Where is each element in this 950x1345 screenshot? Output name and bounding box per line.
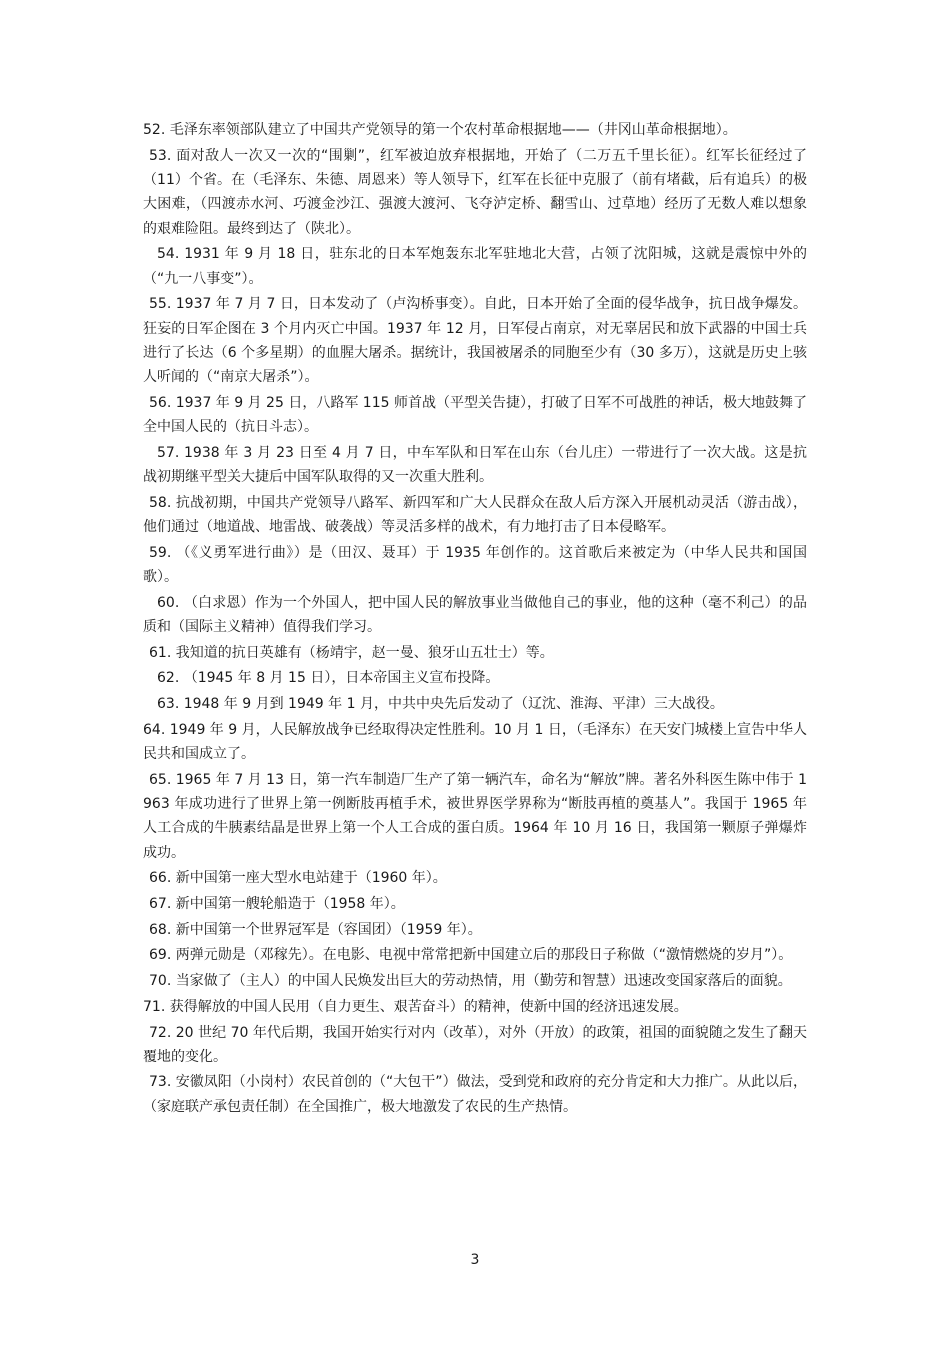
question-59: 59. （《义勇军进行曲》）是（田汉、聂耳）于 1935 年创作的。这首歌后来被定为（中华人民共和国国歌）。 <box>143 544 807 586</box>
question-63: 63. 1948 年 9 月到 1949 年 1 月，中共中央先后发动了（辽沈、淮海、平津）三大战役。 <box>157 696 724 713</box>
question-55: 55. 1937 年 7 月 7 日，日本发动了（卢沟桥事变）。自此，日本开始了全面的侵华战争，抗日战争爆发。狂妄的日军企图在 3 个月内灭亡中国。1937 年 12 月，日军侵占南京，对无辜居民和放下武器的中国士兵进行了长达（6 个多星期）的血腥大屠杀。据统计，我国被屠杀的同胞至少有（30 多万），这就是历史上骇人听闻的（“南京大屠杀”）。 <box>143 296 807 386</box>
question-54: 54. 1931 年 9 月 18 日，驻东北的日本军炮轰东北军驻地北大营，占领了沈阳城，这就是震惊中外的（“九一八事变”）。 <box>143 246 807 287</box>
question-73: 73. 安徽凤阳（小岗村）农民首创的（“大包干”）做法，受到党和政府的充分肯定和大力推广。从此以后，（家庭联产承包责任制）在全国推广，极大地激发了农民的生产热情。 <box>143 1074 807 1115</box>
question-72: 72. 20 世纪 70 年代后期，我国开始实行对内（改革），对外（开放）的政策，祖国的面貌随之发生了翻天覆地的变化。 <box>143 1024 807 1065</box>
question-70: 70. 当家做了（主人）的中国人民焕发出巨大的劳动热情，用（勤劳和智慧）迅速改变国家落后的面貌。 <box>149 973 792 990</box>
question-68: 68. 新中国第一个世界冠军是（容国团）（1959 年）。 <box>149 921 482 938</box>
page-number: 3 <box>470 1252 480 1268</box>
question-61: 61. 我知道的抗日英雄有（杨靖宇，赵一曼、狼牙山五壮士）等。 <box>149 644 554 661</box>
question-65: 65. 1965 年 7 月 13 日，第一汽车制造厂生产了第一辆汽车，命名为“解放”牌。著名外科医生陈中伟于 1963 年成功进行了世界上第一例断肢再植手术，被世界医学界称为“断肢再植的奠基人”。我国于 1965 年人工合成的牛胰素结晶是世界上第一个人工合成的蛋白质。1964 年 10 月 16 日，我国第一颗原子弹爆炸成功。 <box>143 771 807 861</box>
question-58: 58. 抗战初期，中国共产党领导八路军、新四军和广大人民群众在敌人后方深入开展机动灵活（游击战），他们通过（地道战、地雷战、破袭战）等灵活多样的战术，有力地打击了日本侵略军。 <box>143 494 807 536</box>
question-64: 64. 1949 年 9 月，人民解放战争已经取得决定性胜利。10 月 1 日，（毛泽东）在天安门城楼上宣告中华人民共和国成立了。 <box>143 721 807 763</box>
question-69: 69. 两弹元勋是（邓稼先）。在电影、电视中常常把新中国建立后的那段日子称做（“激情燃烧的岁月”）。 <box>149 947 793 964</box>
question-list <box>143 118 807 1120</box>
question-57: 57. 1938 年 3 月 23 日至 4 月 7 日，中车军队和日军在山东（台儿庄）一带进行了一次大战。这是抗战初期继平型关大捷后中国军队取得的又一次重大胜利。 <box>143 444 807 486</box>
question-71: 71. 获得解放的中国人民用（自力更生、艰苦奋斗）的精神，使新中国的经济迅速发展。 <box>143 998 688 1015</box>
question-67: 67. 新中国第一艘轮船造于（1958 年）。 <box>149 896 405 913</box>
question-52: 52. 毛泽东率领部队建立了中国共产党领导的第一个农村革命根据地——（井冈山革命根据地）。 <box>143 122 737 138</box>
question-62: 62. （1945 年 8 月 15 日），日本帝国主义宣布投降。 <box>157 670 500 687</box>
question-66: 66. 新中国第一座大型水电站建于（1960 年）。 <box>149 870 447 887</box>
question-53: 53. 面对敌人一次又一次的“围剿”，红军被迫放弃根据地，开始了（二万五千里长征）。红军长征经过了（11）个省。在（毛泽东、朱德、周恩来）等人领导下，红军在长征中克服了（前有堵截，后有追兵）的极大困难，（四渡赤水河、巧渡金沙江、强渡大渡河、飞夺泸定桥、翻雪山、过草地）经历了无数人难以想象的艰难险阻。最终到达了（陕北）。 <box>143 147 807 237</box>
question-60: 60. （白求恩）作为一个外国人，把中国人民的解放事业当做他自己的事业，他的这种（毫不利己）的品质和（国际主义精神）值得我们学习。 <box>143 594 807 636</box>
question-56: 56. 1937 年 9 月 25 日，八路军 115 师首战（平型关告捷），打破了日军不可战胜的神话，极大地鼓舞了全中国人民的（抗日斗志）。 <box>143 394 807 436</box>
